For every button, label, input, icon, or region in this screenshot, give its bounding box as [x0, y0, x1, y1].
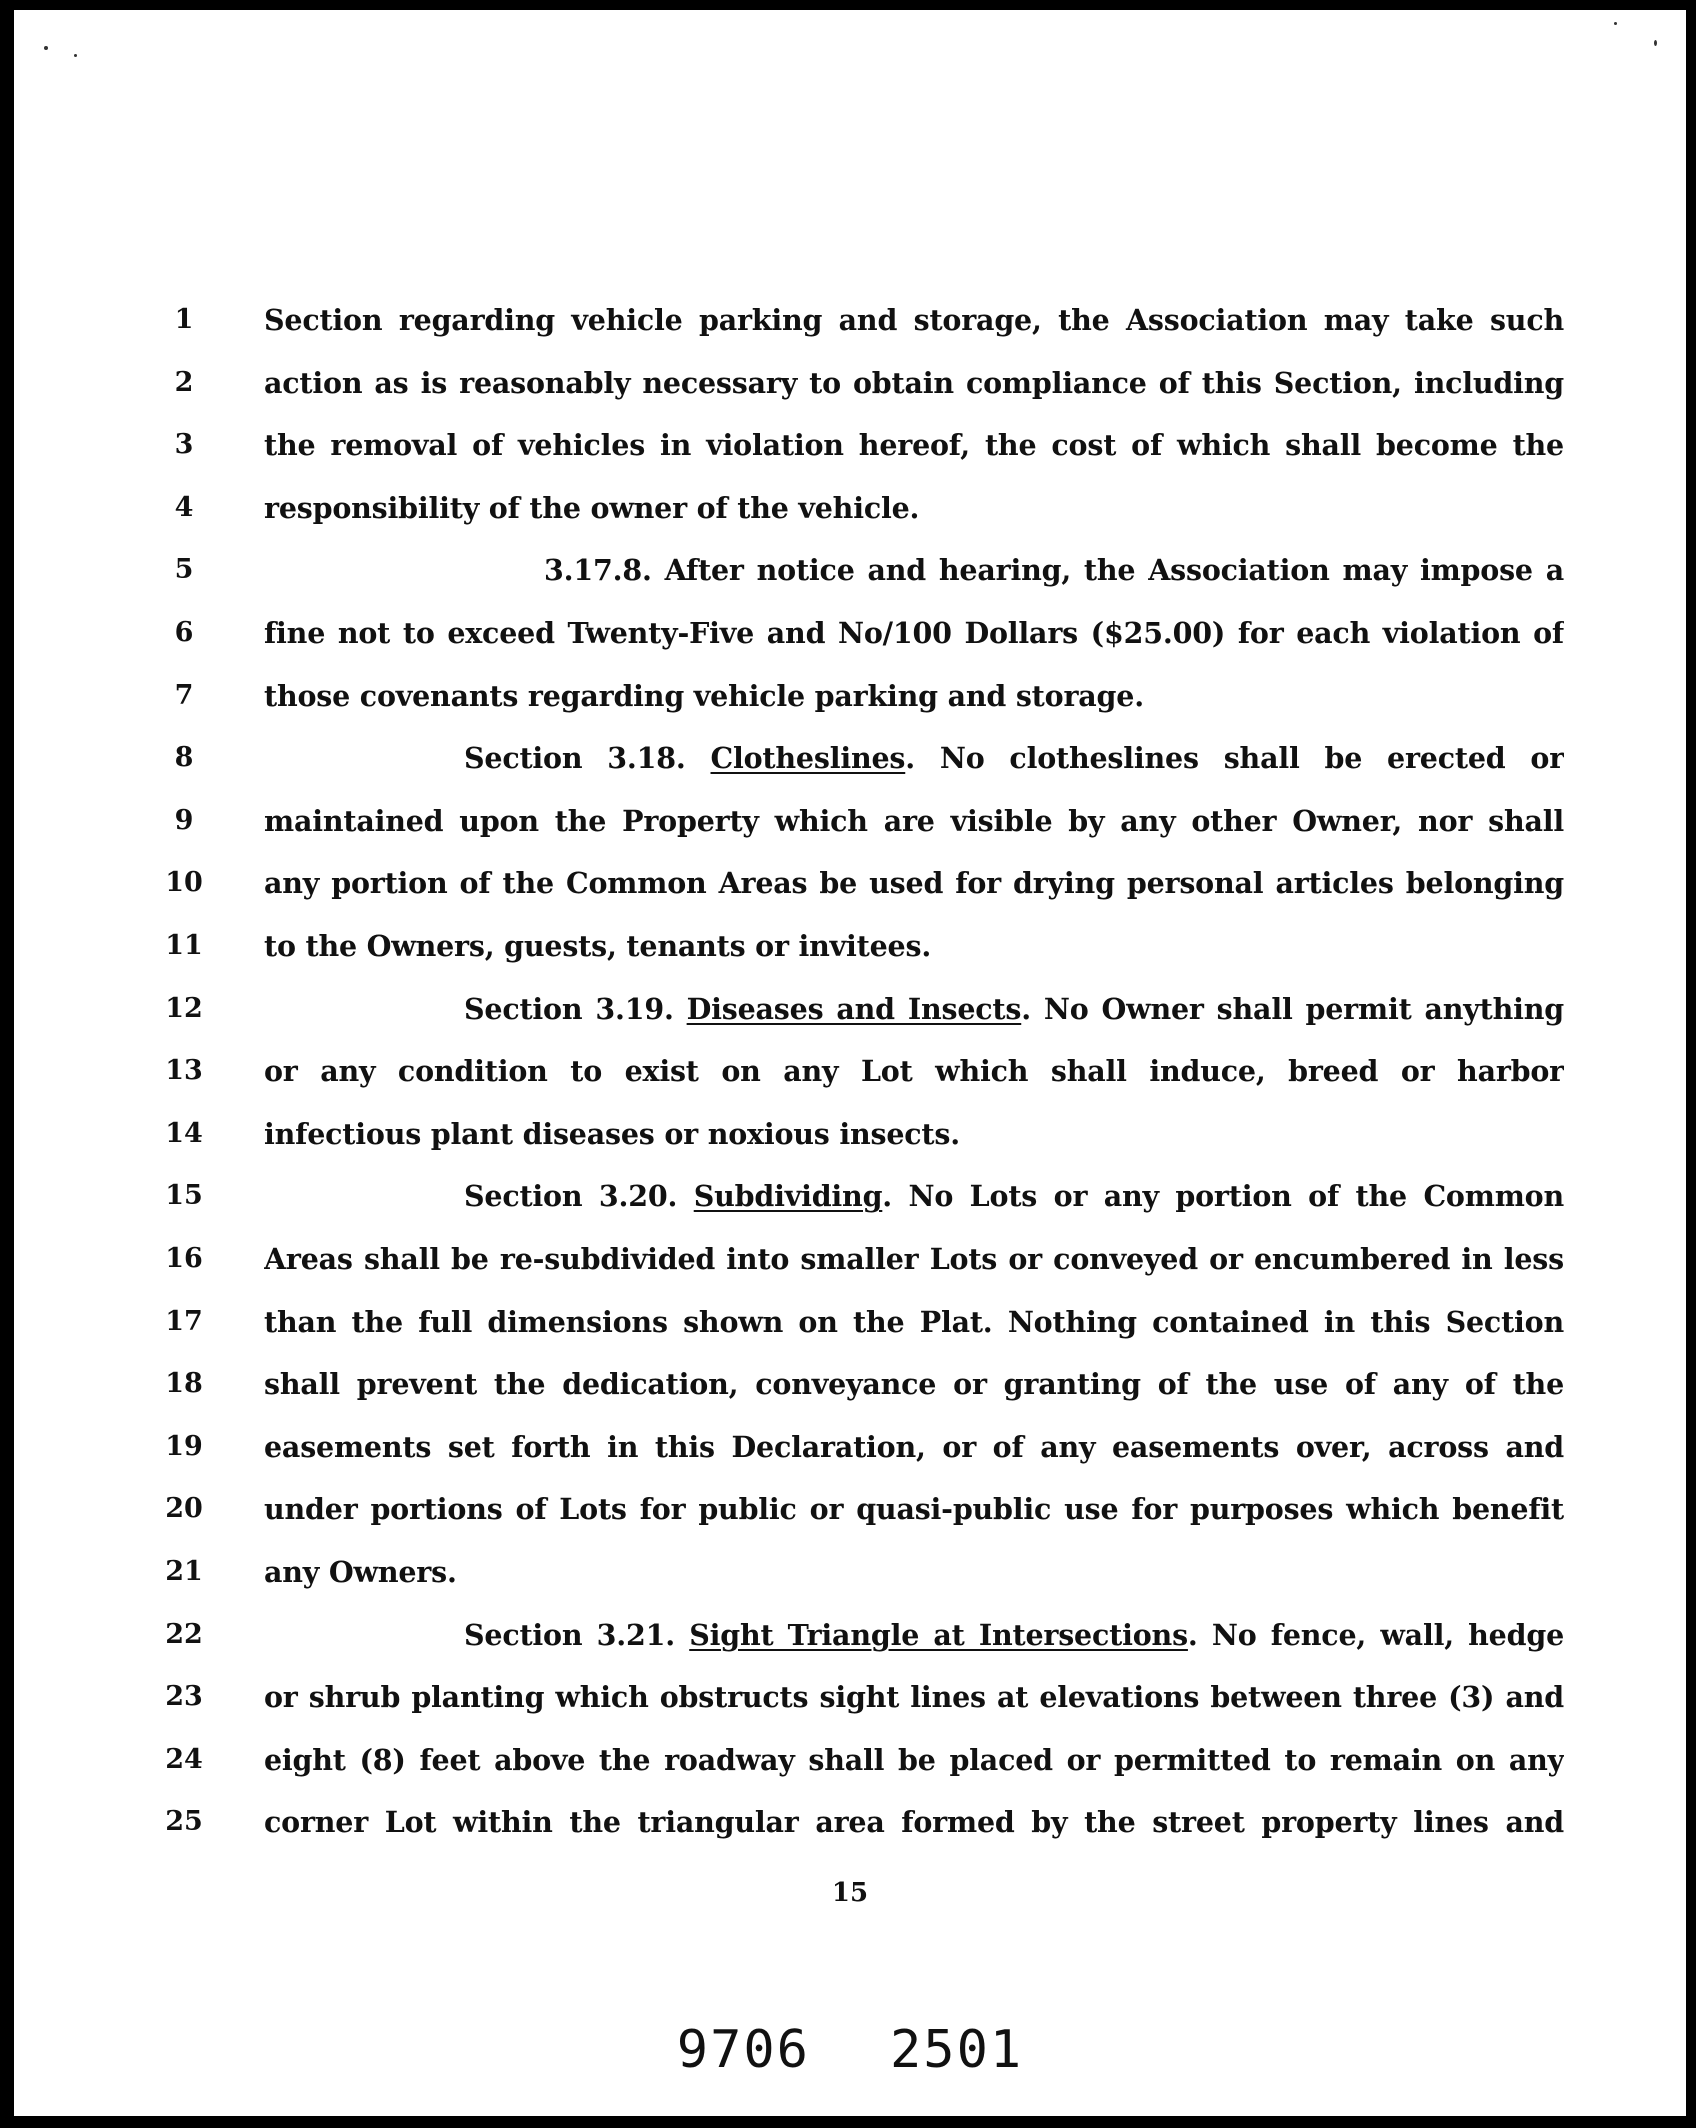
line-text-segment: fine not to exceed Twenty-Five and No/100 Dollars ($25.00) for each violation of — [264, 616, 1564, 650]
line-number: 21 — [165, 1556, 203, 1587]
document-line — [14, 791, 1686, 851]
document-line — [14, 666, 1686, 726]
line-text — [464, 728, 1564, 788]
document-line — [14, 1354, 1686, 1414]
line-text — [544, 540, 1564, 600]
line-text — [264, 1292, 1564, 1352]
scan-speck — [44, 46, 48, 50]
section-heading-underlined: Sight Triangle at Intersections — [689, 1617, 1188, 1652]
document-line — [14, 415, 1686, 475]
stamp-right: 2501 — [890, 2020, 1024, 2080]
document-line — [14, 1542, 1686, 1602]
line-text-segment: Section 3.21. — [464, 1617, 690, 1652]
line-text-segment: Section 3.19. — [464, 991, 687, 1026]
line-number: 9 — [174, 804, 194, 836]
document-line — [14, 979, 1686, 1039]
document-line — [14, 1104, 1686, 1164]
document-line — [14, 1667, 1686, 1727]
line-text-segment: easements set forth in this Declaration, or of any easements over, across and — [264, 1429, 1564, 1464]
scan-speck — [74, 54, 77, 57]
line-text-segment: any Owners. — [264, 1555, 457, 1589]
line-text — [264, 1542, 1564, 1602]
line-text — [264, 853, 1564, 913]
line-number: 23 — [165, 1681, 203, 1713]
line-text — [264, 1104, 1564, 1164]
line-number: 20 — [165, 1493, 203, 1525]
line-number: 5 — [174, 554, 194, 586]
line-text-segment: action as is reasonably necessary to obtain compliance of this Section, including — [264, 365, 1564, 400]
line-text-segment: responsibility of the owner of the vehicle. — [264, 490, 920, 525]
line-number: 2 — [174, 366, 194, 398]
line-text — [264, 1229, 1564, 1289]
line-number: 11 — [165, 930, 203, 961]
section-heading-underlined: Subdividing — [693, 1179, 883, 1214]
document-line — [14, 1792, 1686, 1852]
line-number: 13 — [165, 1055, 203, 1087]
document-line — [14, 853, 1686, 913]
line-text-segment: to the Owners, guests, tenants or invitees. — [264, 929, 932, 963]
line-text-segment: Section 3.20. — [464, 1179, 694, 1214]
line-text — [264, 1792, 1564, 1852]
line-text-segment: those covenants regarding vehicle parking and storage. — [264, 678, 1144, 713]
line-text — [264, 791, 1564, 851]
line-number: 6 — [174, 617, 194, 648]
page-number: 15 — [831, 1878, 869, 1908]
line-text — [464, 1605, 1564, 1665]
line-text-segment: . No Lots or any portion of the Common — [882, 1179, 1564, 1214]
line-number: 8 — [174, 742, 194, 774]
document-line — [14, 1730, 1686, 1790]
scan-speck — [1614, 22, 1617, 25]
line-number: 25 — [165, 1806, 203, 1838]
document-line — [14, 1041, 1686, 1101]
line-text-segment: . No Owner shall permit anything — [1021, 991, 1564, 1026]
line-number: 10 — [165, 867, 203, 899]
line-text — [264, 353, 1564, 413]
document-line — [14, 290, 1686, 350]
line-text-segment: eight (8) feet above the roadway shall be placed or permitted to remain on any — [264, 1742, 1564, 1777]
line-text-segment: Areas shall be re-subdivided into smaller Lots or conveyed or encumbered in less — [264, 1242, 1564, 1276]
line-number: 22 — [165, 1618, 203, 1650]
document-line — [14, 603, 1686, 663]
document-line — [14, 1229, 1686, 1289]
line-text — [464, 979, 1564, 1039]
line-text — [264, 290, 1564, 350]
line-text-segment: . No fence, wall, hedge — [1187, 1617, 1564, 1652]
line-number: 16 — [165, 1243, 203, 1274]
scan-speck — [1654, 40, 1657, 46]
line-text — [464, 1166, 1564, 1226]
line-text-segment: . No clotheslines shall be erected or — [905, 741, 1564, 776]
line-text — [264, 1354, 1564, 1414]
line-text — [264, 603, 1564, 663]
line-text-segment: or shrub planting which obstructs sight lines at elevations between three (3) and — [264, 1680, 1564, 1715]
line-text-segment: any portion of the Common Areas be used for drying personal articles belonging — [264, 866, 1564, 901]
line-number: 14 — [165, 1117, 203, 1149]
line-text-segment: the removal of vehicles in violation hereof, the cost of which shall become the — [264, 428, 1564, 463]
document-line — [14, 540, 1686, 600]
document-stamp-number — [14, 2020, 1686, 2080]
line-number: 1 — [174, 304, 194, 335]
document-line — [14, 1479, 1686, 1539]
line-text — [264, 916, 1564, 976]
line-number: 7 — [174, 679, 194, 711]
line-text-segment: infectious plant diseases or noxious insects. — [264, 1116, 960, 1151]
line-text — [264, 1417, 1564, 1477]
line-text-segment: under portions of Lots for public or quasi-public use for purposes which benefit — [264, 1492, 1564, 1527]
document-line — [14, 478, 1686, 538]
document-line — [14, 1292, 1686, 1352]
line-text — [264, 1667, 1564, 1727]
line-number: 24 — [165, 1743, 203, 1775]
line-text-segment: than the full dimensions shown on the Plat. Nothing contained in this Section — [264, 1304, 1564, 1339]
line-number: 4 — [174, 491, 194, 523]
line-text-segment: corner Lot within the triangular area formed by the street property lines and — [264, 1805, 1564, 1840]
line-text-segment: maintained upon the Property which are visible by any other Owner, nor shall — [264, 803, 1564, 838]
line-text — [264, 1730, 1564, 1790]
section-heading-underlined: Clotheslines — [710, 741, 906, 776]
document-line — [14, 728, 1686, 788]
line-number: 15 — [165, 1180, 203, 1212]
document-line — [14, 916, 1686, 976]
document-page — [14, 10, 1686, 2116]
line-text-segment: Section regarding vehicle parking and storage, the Association may take such — [264, 303, 1564, 337]
line-text — [264, 1479, 1564, 1539]
document-line — [14, 1166, 1686, 1226]
line-text — [264, 478, 1564, 538]
line-text — [264, 1041, 1564, 1101]
line-text-segment: Section 3.18. — [464, 741, 711, 776]
line-number: 19 — [165, 1430, 203, 1462]
line-number: 3 — [174, 429, 194, 461]
line-number: 18 — [165, 1368, 203, 1400]
line-number: 12 — [165, 992, 203, 1024]
document-line — [14, 1605, 1686, 1665]
line-text-segment: 3.17.8. After notice and hearing, the Association may impose a — [544, 553, 1564, 588]
document-line — [14, 353, 1686, 413]
document-line — [14, 1417, 1686, 1477]
line-text-segment: or any condition to exist on any Lot which shall induce, breed or harbor — [264, 1054, 1564, 1089]
line-text — [264, 415, 1564, 475]
line-text-segment: shall prevent the dedication, conveyance or granting of the use of any of the — [264, 1367, 1564, 1402]
stamp-left: 9706 — [676, 2020, 810, 2080]
line-text — [264, 666, 1564, 726]
section-heading-underlined: Diseases and Insects — [686, 991, 1022, 1026]
line-number: 17 — [165, 1305, 203, 1337]
